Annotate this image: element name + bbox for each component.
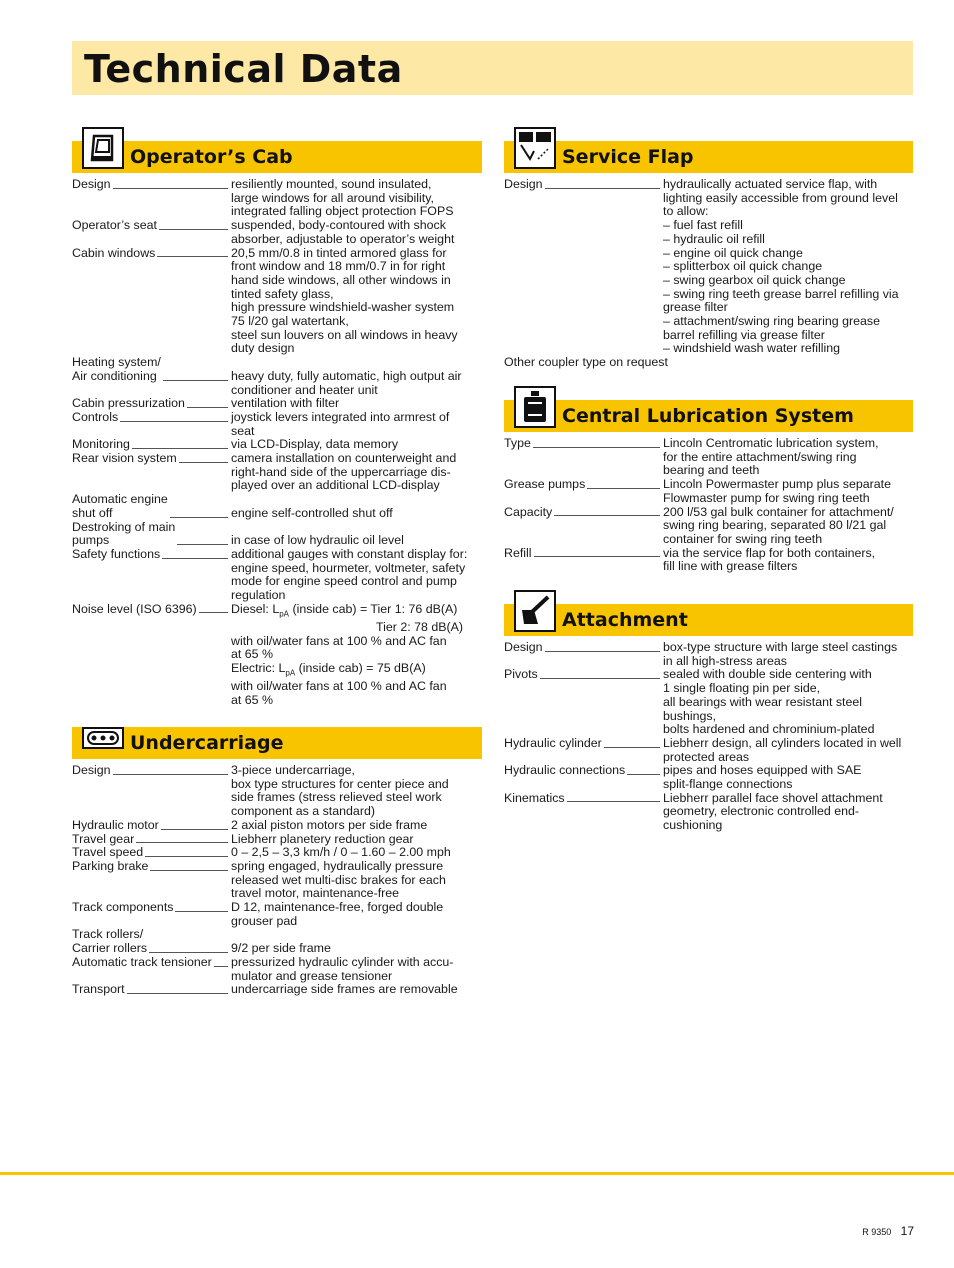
spec-row (72, 411, 482, 438)
spec-label: Automatic track tensioner (72, 954, 212, 969)
spec-row (504, 506, 913, 547)
spec-label: Design (72, 177, 111, 191)
spec-row (72, 247, 482, 357)
spec-value: Liebherr planetery reduction gear (231, 831, 414, 846)
section-title: Central Lubrication System (562, 405, 854, 427)
spec-label-line2: Air conditioning (72, 368, 157, 383)
cab-icon (82, 127, 124, 169)
model-label: R 9350 (862, 1227, 892, 1237)
spec-value: D 12, maintenance-free, forged double grouser pad (231, 900, 444, 928)
footer-rule (0, 1172, 954, 1175)
spec-row-noise-level (72, 603, 482, 708)
shovel-attachment-icon (514, 590, 556, 632)
spec-value: pressurized hydraulic cylinder with accu- mulator and grease tensioner (231, 954, 454, 983)
spec-label: Travel gear (72, 831, 135, 846)
spec-label: Destroking of main (72, 519, 176, 534)
section-header (504, 141, 913, 173)
spec-value (231, 356, 482, 397)
spec-row (72, 356, 482, 397)
spec-row (504, 737, 913, 764)
spec-label: Travel speed (72, 845, 144, 860)
spec-label: Kinematics (504, 790, 565, 805)
note-text: Other coupler type on request (504, 355, 668, 370)
spec-label: Transport (72, 982, 125, 997)
spec-row (72, 521, 482, 548)
spec-value-text: heavy duty, fully automatic, high output air conditioner and heater unit (231, 368, 462, 397)
spec-value (231, 521, 482, 548)
spec-row (72, 928, 482, 955)
spec-label: Monitoring (72, 437, 130, 452)
spec-label: Cabin windows (72, 245, 156, 260)
spec-row (504, 792, 913, 833)
spec-value-text: in case of low hydraulic oil level (231, 533, 404, 548)
spec-list (72, 178, 482, 603)
spec-list (72, 764, 482, 997)
spec-label: Hydraulic connections (504, 763, 626, 778)
spec-value: 3-piece undercarriage, box type structures for center piece and side frames (stress relieved steel work component as a standard) (231, 763, 449, 819)
spec-label: Hydraulic motor (72, 817, 159, 832)
page-title: Technical Data (84, 47, 403, 91)
spec-label: Design (72, 763, 111, 777)
spec-row (72, 860, 482, 901)
section-header (72, 141, 482, 173)
spec-row (504, 437, 913, 478)
spec-label: Noise level (ISO 6396) (72, 601, 197, 616)
spec-label: Rear vision system (72, 451, 177, 466)
spec-row (504, 178, 913, 356)
section-header (72, 727, 482, 759)
spec-value: Lincoln Powermaster pump plus separate Flowmaster pump for swing ring teeth (663, 477, 891, 505)
spec-value-text: 9/2 per side frame (231, 941, 331, 956)
spec-label-line2: Carrier rollers (72, 941, 148, 956)
spec-value: Diesel: $L_{pA}$ (inside cab) = Tier 1: 76 dB(A) Tier 2: 78 dB(A) with oil/water fans at 100 % and AC fan at 65 % Electric: $L_{pA}$ (inside cab) = 75 dB(A) with oil/water fans at 100 % and AC fan at 65 % (231, 601, 463, 707)
section-central-lubrication (504, 400, 913, 574)
spec-label: Track rollers/ (72, 927, 144, 942)
spec-value: box-type structure with large steel castings in all high-stress areas (663, 640, 898, 668)
spec-row (72, 452, 482, 493)
spec-value (231, 928, 482, 955)
spec-value: camera installation on counterweight and right-hand side of the uppercarriage dis- played over an additional LCD-display (231, 451, 457, 493)
spec-value (231, 493, 482, 520)
spec-label-line2: pumps (72, 533, 110, 548)
spec-label: Cabin pressurization (72, 396, 185, 411)
spec-row (72, 397, 482, 411)
spec-label: Grease pumps (504, 477, 586, 492)
track-icon (82, 727, 124, 749)
spec-label: Design (504, 640, 543, 654)
spec-row (504, 641, 913, 668)
section-header (504, 604, 913, 636)
section-operators-cab (72, 141, 482, 708)
spec-list (504, 178, 913, 356)
spec-label: Refill (504, 545, 532, 560)
spec-label: Parking brake (72, 858, 149, 873)
spec-value: resiliently mounted, sound insulated, large windows for all around visibility, integrated falling object protection FOPS (231, 177, 454, 219)
spec-value: via LCD-Display, data memory (231, 437, 399, 452)
spec-label: Hydraulic cylinder (504, 735, 602, 750)
spec-label: Type (504, 436, 531, 450)
section-title: Operator’s Cab (130, 146, 293, 168)
page-footer (862, 1224, 914, 1238)
spec-value: Liebherr design, all cylinders located in well protected areas (663, 735, 902, 764)
spec-value: via the service flap for both containers, fill line with grease filters (663, 545, 876, 574)
spec-row (72, 901, 482, 928)
section-service-flap (504, 141, 913, 370)
spec-row (504, 764, 913, 791)
spec-row (72, 219, 482, 246)
spec-value: Lincoln Centromatic lubrication system, for the entire attachment/swing ring bearing and teeth (663, 436, 879, 478)
spec-list (504, 641, 913, 833)
page-number: 17 (900, 1224, 914, 1238)
spec-value: joystick levers integrated into armrest of seat (231, 409, 450, 438)
spec-value: ventilation with filter (231, 396, 340, 411)
spec-value: additional gauges with constant display for: engine speed, hourmeter, voltmeter, safety mode for engine speed control and pump regulation (231, 546, 468, 603)
section-title: Service Flap (562, 146, 694, 168)
spec-row (72, 178, 482, 219)
spec-row (72, 833, 482, 847)
service-flap-icon (514, 127, 556, 169)
spec-label: Heating system/ (72, 355, 161, 370)
spec-value: spring engaged, hydraulically pressure released wet multi-disc brakes for each travel motor, maintenance-free (231, 858, 446, 901)
section-attachment (504, 604, 913, 833)
spec-label: Automatic engine (72, 492, 168, 507)
spec-list (504, 437, 913, 574)
spec-value: 200 l/53 gal bulk container for attachment/ swing ring bearing, separated 80 l/21 gal container for swing ring teeth (663, 504, 894, 546)
spec-value: 20,5 mm/0.8 in tinted armored glass for front window and 18 mm/0.7 in for right hand side windows, all other windows in tinted safety glass, high pressure windshield-washer system 75 l/20 gal watertank, steel sun louvers on all windows in heavy duty design (231, 245, 458, 356)
spec-value: 0 – 2,5 – 3,3 km/h / 0 – 1.60 – 2.00 mph (231, 845, 451, 860)
spec-row (72, 819, 482, 833)
spec-row (504, 668, 913, 737)
spec-label: Controls (72, 409, 119, 424)
spec-label: Track components (72, 900, 174, 915)
spec-label: Pivots (504, 667, 538, 682)
spec-row (72, 493, 482, 520)
section-title: Attachment (562, 609, 688, 631)
spec-value-text: engine self-controlled shut off (231, 505, 393, 520)
spec-value: 2 axial piston motors per side frame (231, 817, 428, 832)
spec-row (504, 547, 913, 574)
spec-row (72, 983, 482, 997)
spec-label: Operator’s seat (72, 218, 157, 233)
spec-value: hydraulically actuated service flap, with lighting easily accessible from ground level to allow: – fuel fast refill – hydraulic oil refill – engine oil quick change – splitterbox oil quick change – swing gearbox oil quick change – swing ring teeth grease barrel refilling via grease filter – attachment/swing ring bearing grease barrel refilling via grease filter – windshield wash water refilling (663, 177, 899, 356)
spec-value: pipes and hoses equipped with SAE split-flange connections (663, 763, 862, 792)
spec-label-line2: shut off (72, 505, 113, 520)
section-title: Undercarriage (130, 732, 284, 754)
spec-label: Safety functions (72, 546, 161, 561)
grease-barrel-icon (514, 386, 556, 428)
spec-value: sealed with double side centering with 1 single floating pin per side, all bearings with wear resistant steel bushings, bolts hardened and chrominium-plated (663, 667, 875, 737)
spec-value: undercarriage side frames are removable (231, 982, 458, 997)
spec-value: Liebherr parallel face shovel attachment geometry, electronic controlled end- cushioning (663, 790, 883, 833)
section-header (504, 400, 913, 432)
page-title-bar (72, 41, 913, 95)
spec-row (72, 548, 482, 603)
spec-row (72, 956, 482, 983)
section-undercarriage (72, 727, 482, 997)
spec-row (72, 846, 482, 860)
spec-value: suspended, body-contoured with shock absorber, adjustable to operator’s weight (231, 218, 455, 246)
spec-row (504, 478, 913, 505)
spec-label: Capacity (504, 504, 553, 519)
spec-row (72, 438, 482, 452)
spec-row (72, 764, 482, 819)
spec-label: Design (504, 177, 543, 191)
